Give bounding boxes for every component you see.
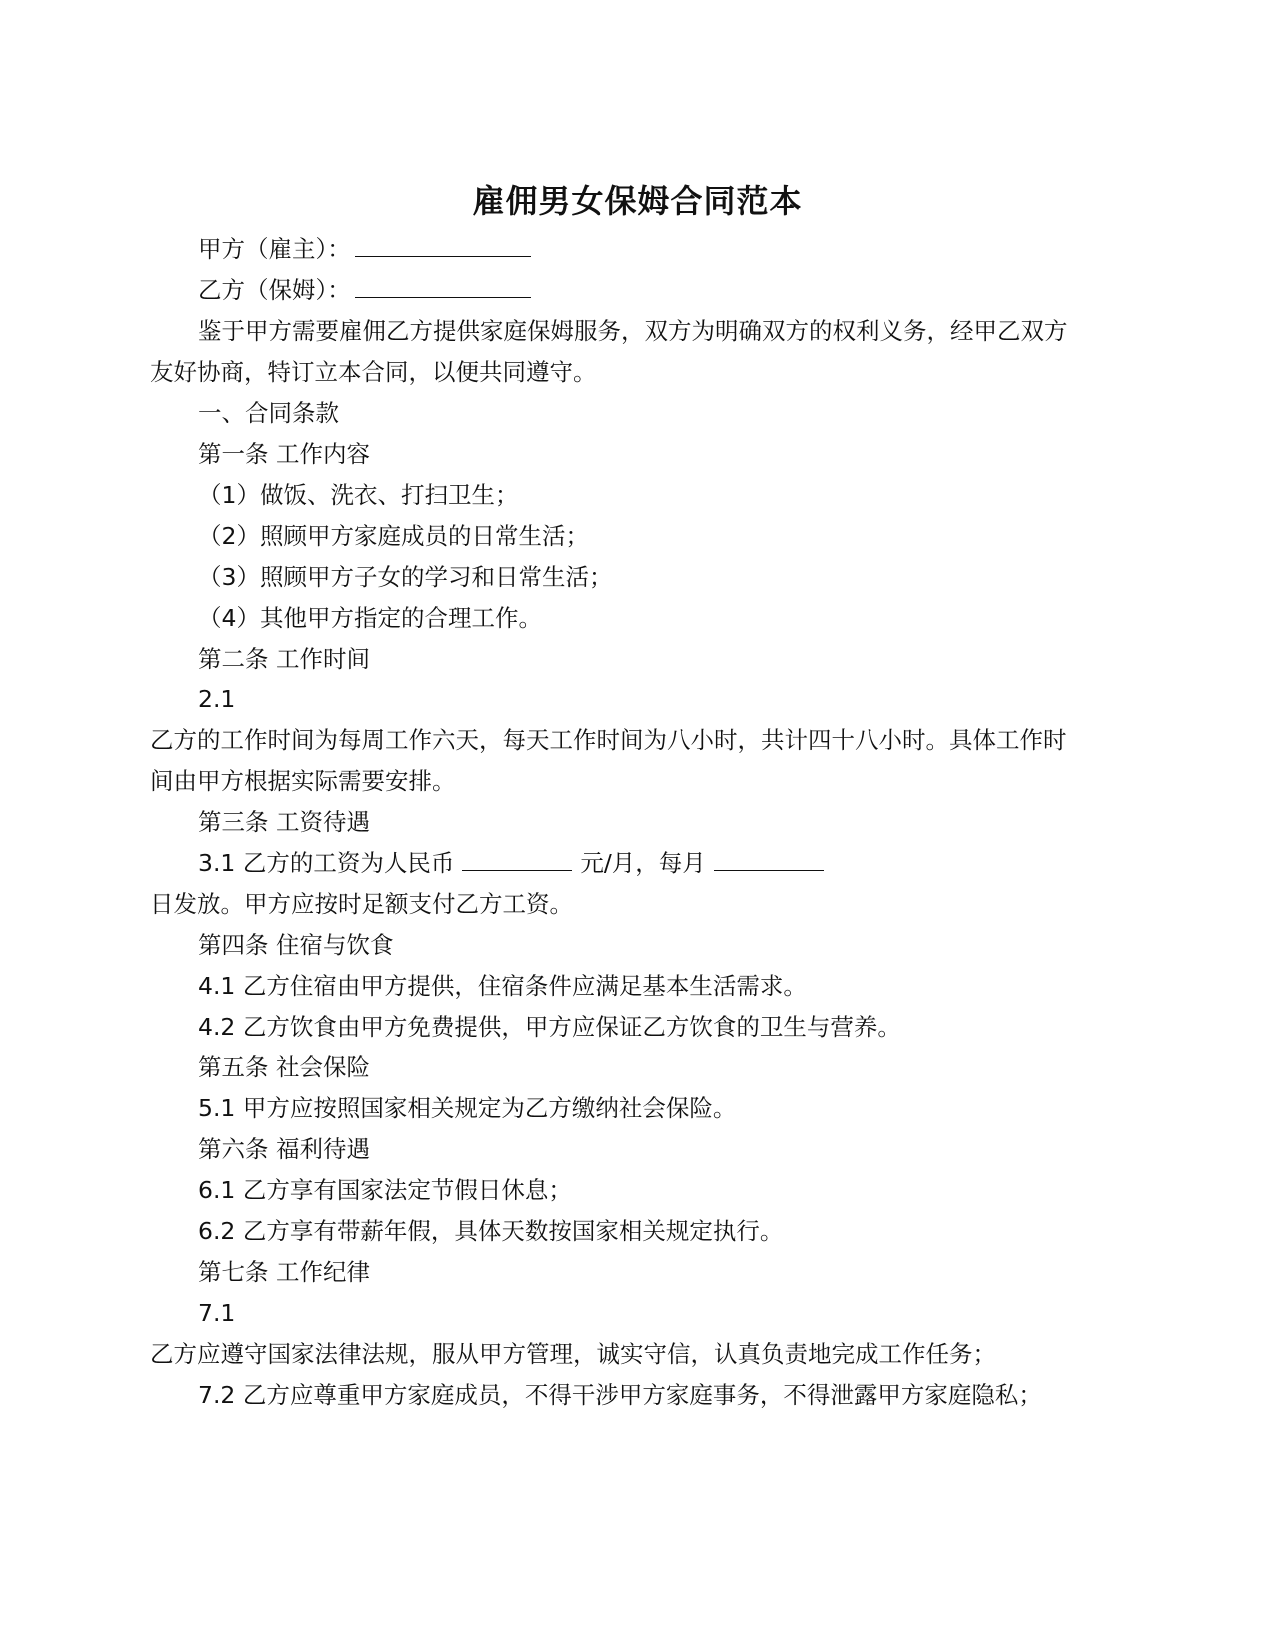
preamble-line-1: 鉴于甲方需要雇佣乙方提供家庭保姆服务，双方为明确双方的权利义务，经甲乙双方: [198, 317, 1068, 345]
party-b-blank: [355, 275, 531, 298]
article-3-salary-line: [198, 848, 832, 878]
article-7-title: 第七条 工作纪律: [198, 1258, 370, 1286]
article-6-title: 第六条 福利待遇: [198, 1135, 370, 1163]
article-1-item: （2）照顾甲方家庭成员的日常生活；: [198, 522, 589, 550]
article-5-clause-1: 5.1 甲方应按照国家相关规定为乙方缴纳社会保险。: [198, 1094, 737, 1122]
pay-day-blank: [714, 848, 824, 871]
article-7-clause-2: 7.2 乙方应尊重甲方家庭成员，不得干涉甲方家庭事务，不得泄露甲方家庭隐私；: [198, 1381, 1042, 1409]
article-2-number: 2.1: [198, 685, 236, 713]
party-b-line: [198, 275, 531, 305]
article-4-clause-1: 4.1 乙方住宿由甲方提供，住宿条件应满足基本生活需求。: [198, 972, 807, 1000]
section-heading: 一、合同条款: [198, 399, 339, 427]
article-5-title: 第五条 社会保险: [198, 1053, 370, 1081]
article-1-title: 第一条 工作内容: [198, 440, 370, 468]
article-2-text-1: 乙方的工作时间为每周工作六天，每天工作时间为八小时，共计四十八小时。具体工作时: [150, 726, 1067, 754]
article-2-title: 第二条 工作时间: [198, 645, 370, 673]
article-7-number: 7.1: [198, 1299, 236, 1327]
article-1-item: （3）照顾甲方子女的学习和日常生活；: [198, 563, 613, 591]
party-a-label: 甲方（雇主）：: [198, 235, 351, 263]
salary-amount-blank: [462, 848, 572, 871]
article-4-title: 第四条 住宿与饮食: [198, 931, 394, 959]
page-title: 雇佣男女保姆合同范本: [472, 182, 803, 220]
article-1-item: （1）做饭、洗衣、打扫卫生；: [198, 481, 519, 509]
preamble-line-2: 友好协商，特订立本合同，以便共同遵守。: [150, 358, 597, 386]
article-1-item: （4）其他甲方指定的合理工作。: [198, 604, 542, 632]
article-3-text: 日发放。甲方应按时足额支付乙方工资。: [150, 890, 573, 918]
party-a-line: [198, 234, 531, 264]
article-4-clause-2: 4.2 乙方饮食由甲方免费提供，甲方应保证乙方饮食的卫生与营养。: [198, 1013, 901, 1041]
article-7-text: 乙方应遵守国家法律法规，服从甲方管理，诚实守信，认真负责地完成工作任务；: [150, 1340, 996, 1368]
party-a-blank: [355, 234, 531, 257]
article-6-clause-2: 6.2 乙方享有带薪年假，具体天数按国家相关规定执行。: [198, 1217, 784, 1245]
article-6-clause-1: 6.1 乙方享有国家法定节假日休息；: [198, 1176, 572, 1204]
party-b-label: 乙方（保姆）：: [198, 276, 351, 304]
salary-text-b: 元/月，每月: [580, 849, 706, 877]
article-2-text-2: 间由甲方根据实际需要安排。: [150, 767, 456, 795]
salary-text-a: 3.1 乙方的工资为人民币: [198, 849, 455, 877]
article-3-title: 第三条 工资待遇: [198, 808, 370, 836]
